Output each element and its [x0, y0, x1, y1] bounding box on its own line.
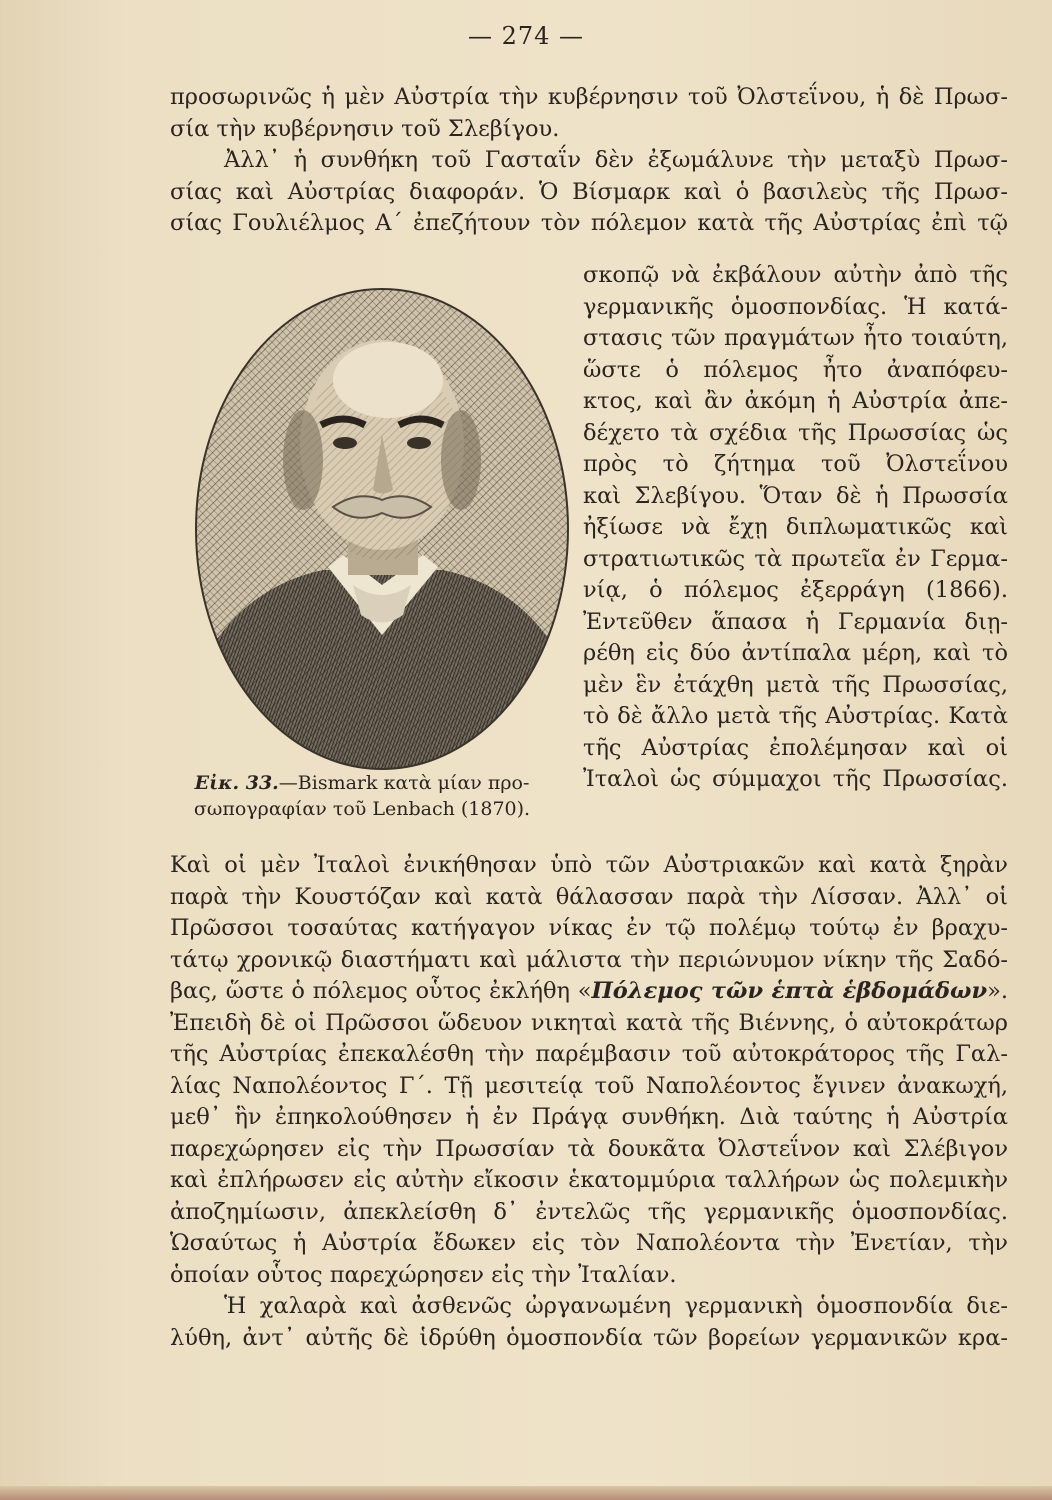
text-line: σίας Γουλιέλμος Α΄ ἐπεζήτουν τὸν πόλεμον κατὰ τῆς Αὐστρίας ἐπὶ τῷ	[170, 210, 1008, 236]
text-line: μὲν ἓν ἐτάχθη μετὰ τῆς Πρωσσίας,	[583, 671, 1008, 698]
text-line: στασις τῶν πραγμάτων ἦτο τοιαύτη,	[583, 325, 1008, 351]
text-line: πρὸς τὸ ζήτημα τοῦ Ὀλστεΐνου	[583, 451, 1008, 477]
text-line	[170, 976, 1008, 1008]
text-line: Ὡσαύτως ἡ Αὐστρία ἔδωκεν εἰς τὸν Ναπολέοντα τὴν Ἐνετίαν, τὴν	[170, 1230, 1008, 1256]
page-number: — 274 —	[467, 22, 585, 50]
text-line: τῆς Αὐστρίας ἐπολέμησαν καὶ οἱ	[583, 734, 1008, 761]
text-line: ἀποζημίωσιν, ἀπεκλείσθη δ᾽ ἐντελῶς τῆς γερμανικῆς ὁμοσπονδίας.	[170, 1198, 1008, 1225]
text-line: δέχετο τὰ σχέδια τῆς Πρωσσίας ὡς	[583, 419, 1008, 446]
text-line: παρὰ τὴν Κουστόζαν καὶ κατὰ θάλασσαν παρὰ τὴν Λίσσαν. Ἀλλ᾽ οἱ	[170, 883, 1008, 910]
top-text-block	[170, 82, 1008, 240]
text-line: παρεχώρησεν εἰς τὴν Πρωσσίαν τὰ δουκᾶτα Ὀλστεΐνον καὶ Σλέβιγον	[170, 1135, 1008, 1162]
text-line: Πρῶσσοι τοσαύτας κατήγαγον νίκας ἐν τῷ πολέμῳ τούτῳ ἐν βραχυ-	[170, 915, 1008, 941]
text-line: Ἐπειδὴ δὲ οἱ Πρῶσσοι ὥδευον νικηταὶ κατὰ τῆς Βιέννης, ὁ αὐτοκράτωρ	[170, 1009, 1008, 1036]
text-line: γερμανικῆς ὁμοσπονδίας. Ἡ κατά-	[583, 293, 1008, 320]
figure-caption	[156, 770, 568, 822]
text-line: Καὶ οἱ μὲν Ἰταλοὶ ἐνικήθησαν ὑπὸ τῶν Αὐστριακῶν καὶ κατὰ ξηρὰν	[170, 852, 1008, 878]
text-line: σία τὴν κυβέρνησιν τοῦ Σλεβίγου.	[170, 115, 560, 142]
text-line: ὁποίαν οὗτος παρεχώρησεν εἰς τὴν Ἰταλίαν.	[170, 1261, 677, 1288]
text-line: ὥστε ὁ πόλεμος ἦτο ἀναπόφευ-	[583, 356, 1008, 383]
text-line: σίας καὶ Αὐστρίας διαφοράν. Ὁ Βίσμαρκ καὶ ὁ βασιλεὺς τῆς Πρωσ-	[170, 178, 1008, 205]
emphasized-phrase: Πόλεμος τῶν ἑπτὰ ἑβδομάδων	[591, 978, 988, 1004]
text-line: σκοπῷ νὰ ἐκβάλουν αὐτὴν ἀπὸ τῆς	[583, 262, 1008, 288]
text-line: ρέθη εἰς δύο ἀντίπαλα μέρη, καὶ τὸ	[583, 640, 1008, 666]
text-line: καὶ ἐπλήρωσεν εἰς αὐτὴν εἴκοσιν ἑκατομμύρια ταλλήρων ὡς πολεμικὴν	[170, 1167, 1008, 1193]
text-line: τῆς Αὐστρίας ἐπεκαλέσθη τὴν παρέμβασιν τοῦ αὐτοκράτορος τῆς Γαλ-	[170, 1041, 1008, 1067]
text-fragment: ».	[987, 978, 1008, 1004]
caption-text: —Bismark κατὰ μίαν προ-	[278, 772, 530, 794]
text-line: κτος, καὶ ἂν ἀκόμη ἡ Αὐστρία ἀπε-	[583, 388, 1008, 414]
text-line: τὸ δὲ ἄλλο μετὰ τῆς Αὐστρίας. Κατὰ	[583, 703, 1008, 729]
side-text-block	[583, 260, 1008, 796]
text-line: λίας Ναπολέοντος Γ΄. Τῇ μεσιτείᾳ τοῦ Ναπολέοντος ἔγινεν ἀνακωχή,	[170, 1072, 1008, 1099]
caption-text: σωπογραφίαν τοῦ Lenbach (1870).	[193, 798, 531, 820]
text-line: λύθη, ἀντ᾽ αὐτῆς δὲ ἱδρύθη ὁμοσπονδία τῶν βορείων γερμανικῶν κρα-	[170, 1324, 1008, 1351]
text-line: στρατιωτικῶς τὰ πρωτεῖα ἐν Γερμα-	[583, 545, 1008, 572]
bismarck-portrait-image	[193, 285, 571, 773]
page-bottom-edge	[0, 1486, 1052, 1500]
text-line: νίᾳ, ὁ πόλεμος ἐξερράγη (1866).	[583, 577, 1008, 603]
text-fragment: βας, ὥστε ὁ πόλεμος οὗτος ἐκλήθη «	[170, 978, 592, 1004]
text-line: Ἰταλοὶ ὡς σύμμαχοι τῆς Πρωσσίας.	[583, 766, 1008, 792]
text-line: καὶ Σλεβίγου. Ὅταν δὲ ἡ Πρωσσία	[583, 482, 1008, 509]
text-line: Ἀλλ᾽ ἡ συνθήκη τοῦ Γασταΐν δὲν ἐξωμάλυνε τὴν μεταξὺ Πρωσ-	[224, 147, 1008, 173]
text-line: μεθ᾽ ἣν ἐπηκολούθησεν ἡ ἐν Πράγᾳ συνθήκη. Διὰ ταύτης ἡ Αὐστρία	[170, 1104, 1008, 1130]
text-line: Ἡ χαλαρὰ καὶ ἀσθενῶς ὠργανωμένη γερμανικὴ ὁμοσπονδία διε-	[224, 1293, 1008, 1319]
text-line: προσωρινῶς ἡ μὲν Αὐστρία τὴν κυβέρνησιν τοῦ Ὀλστεΐνου, ἡ δὲ Πρωσ-	[170, 84, 1008, 110]
text-line: τάτῳ χρονικῷ διαστήματι καὶ μάλιστα τὴν περιώνυμον νίκην τῆς Σαδό-	[170, 946, 1008, 973]
text-line: ἠξίωσε νὰ ἔχῃ διπλωματικῶς καὶ	[583, 514, 1008, 540]
figure-number: Εἰκ. 33.	[194, 772, 279, 794]
text-line: Ἐντεῦθεν ἅπασα ἡ Γερμανία διῃ-	[583, 608, 1008, 635]
bottom-text-block	[170, 850, 1008, 1354]
